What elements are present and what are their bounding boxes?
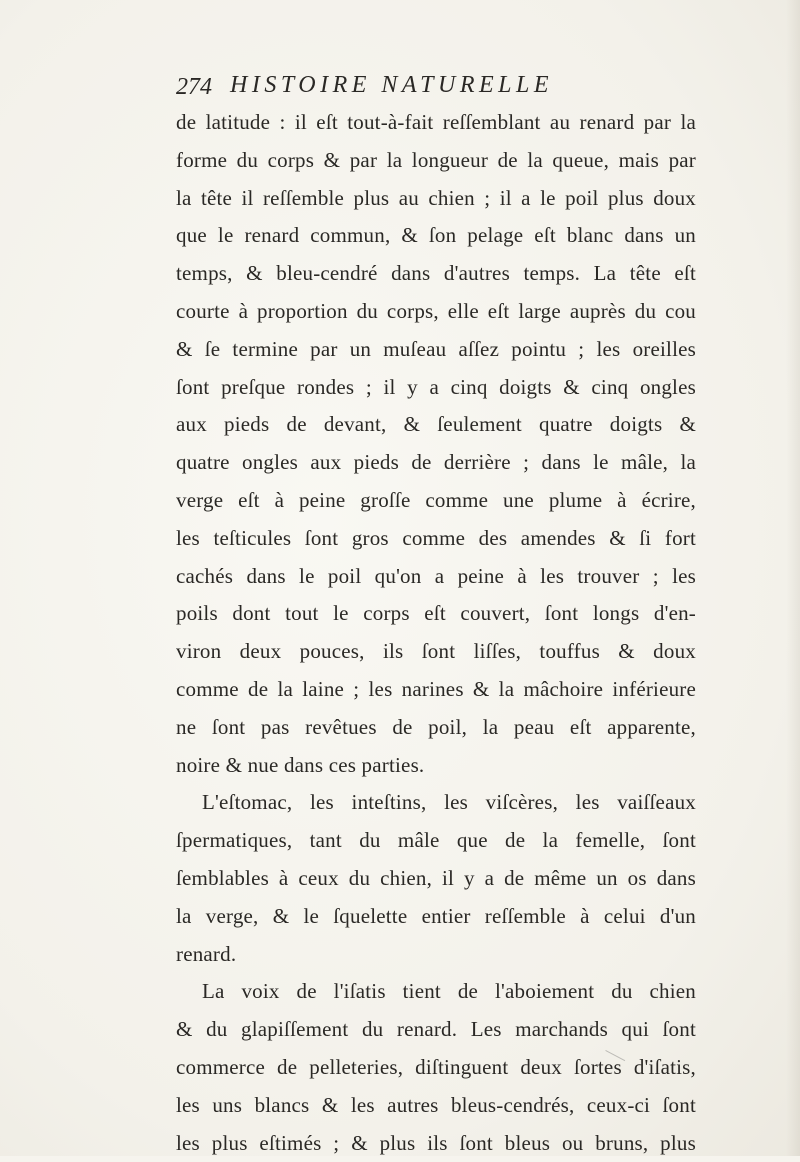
text-line: les uns blancs & les autres bleus-cendrés, ceux-ci ſont <box>176 1092 696 1117</box>
text-line: temps, & bleu-cendré dans d'autres temps. La tête eſt <box>176 261 696 286</box>
text-line: quatre ongles aux pieds de derrière ; dans le mâle, la <box>176 450 696 475</box>
text-line: renard. <box>176 941 237 966</box>
text-line: ne ſont pas revêtues de poil, la peau eſt apparente, <box>176 714 696 739</box>
text-line: les plus eſtimés ; & plus ils ſont bleus ou bruns, plus <box>176 1130 696 1155</box>
text-line: & ſe termine par un muſeau aſſez pointu ; les oreilles <box>176 336 696 361</box>
text-line: comme de la laine ; les narines & la mâchoire inférieure <box>176 676 696 701</box>
text-line: que le renard commun, & ſon pelage eſt blanc dans un <box>176 223 696 248</box>
body-text <box>176 104 696 1162</box>
text-line: poils dont tout le corps eſt couvert, ſont longs d'en- <box>176 601 696 626</box>
text-line: viron deux pouces, ils ſont liſſes, touffus & doux <box>176 639 696 664</box>
text-line: noire & nue dans ces parties. <box>176 752 425 777</box>
text-line: la verge, & le ſquelette entier reſſemble à celui d'un <box>176 903 696 928</box>
text-line: cachés dans le poil qu'on a peine à les trouver ; les <box>176 563 696 588</box>
text-line: la tête il reſſemble plus au chien ; il a le poil plus doux <box>176 185 696 210</box>
text-line: verge eſt à peine groſſe comme une plume à écrire, <box>176 487 696 512</box>
running-head <box>176 72 696 104</box>
text-line: La voix de l'iſatis tient de l'aboiement du chien <box>202 979 696 1004</box>
text-line: aux pieds de devant, & ſeulement quatre doigts & <box>176 412 696 437</box>
ink-speck <box>590 1025 593 1028</box>
text-line: de latitude : il eſt tout-à-fait reſſemblant au renard par la <box>176 110 696 134</box>
page-edge-shadow <box>786 0 800 1156</box>
running-title: HISTOIRE NATURELLE <box>230 72 554 98</box>
page-number: 274 <box>176 74 212 100</box>
text-line: courte à proportion du corps, elle eſt large auprès du cou <box>176 298 696 323</box>
text-line: L'eſtomac, les inteſtins, les viſcères, les vaiſſeaux <box>202 790 696 815</box>
text-line: & du glapiſſement du renard. Les marchands qui ſont <box>176 1017 696 1042</box>
text-line: ſemblables à ceux du chien, il y a de même un os dans <box>176 865 696 890</box>
text-line: les teſticules ſont gros comme des amendes & ſi fort <box>176 525 696 550</box>
text-line: ſont preſque rondes ; il y a cinq doigts & cinq ongles <box>176 374 696 399</box>
text-line: ſpermatiques, tant du mâle que de la femelle, ſont <box>176 828 696 853</box>
text-line: forme du corps & par la longueur de la queue, mais par <box>176 147 696 172</box>
text-line: commerce de pelleteries, diſtinguent deux ſortes d'iſatis, <box>176 1054 696 1079</box>
